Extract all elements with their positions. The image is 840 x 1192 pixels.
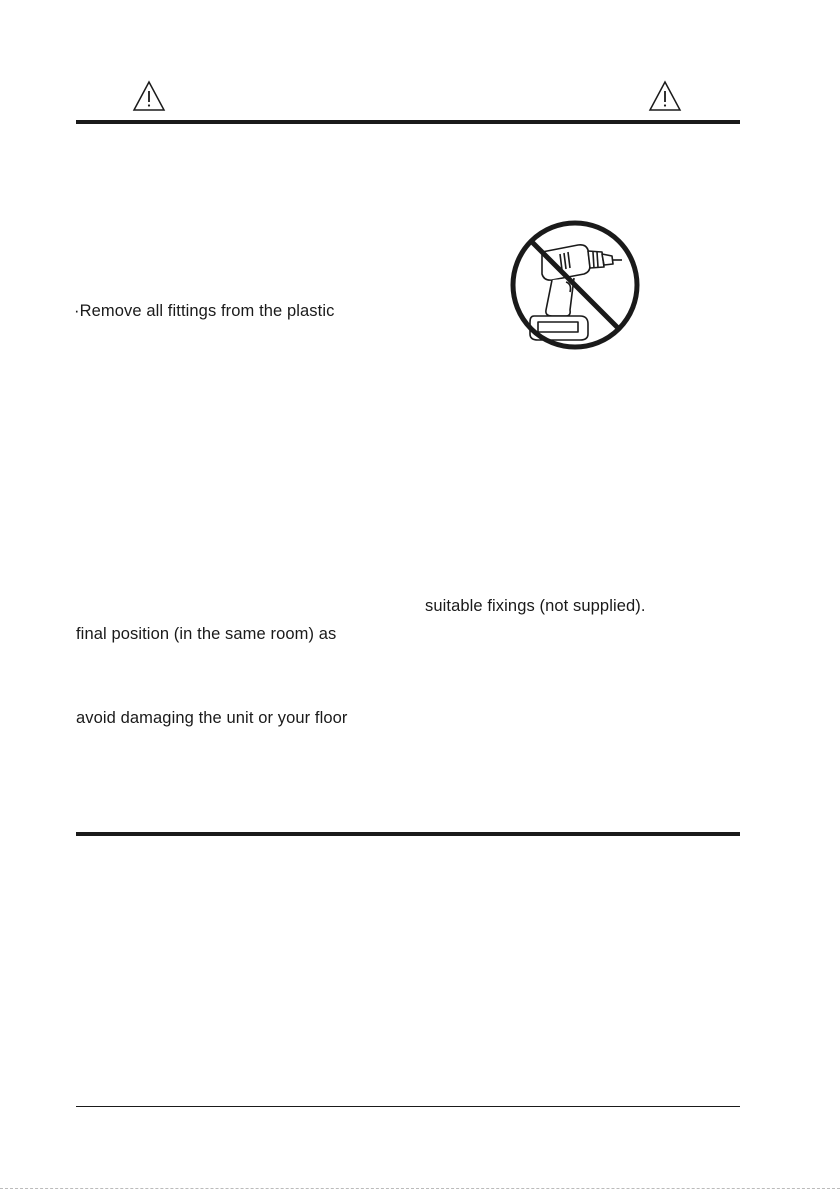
- warning-triangle-icon: [132, 80, 166, 112]
- instruction-line: suitable fixings (not supplied).: [425, 597, 646, 615]
- section-divider: [76, 832, 740, 836]
- instruction-line: final position (in the same room) as: [76, 625, 337, 643]
- footer-divider: [76, 1106, 740, 1107]
- instruction-line: ·Remove all fittings from the plastic: [74, 302, 335, 320]
- instruction-line: avoid damaging the unit or your floor: [76, 709, 348, 727]
- page-edge: [0, 1188, 840, 1189]
- header-divider: [76, 120, 740, 124]
- no-power-drill-icon: [508, 218, 642, 352]
- warning-triangle-icon: [648, 80, 682, 112]
